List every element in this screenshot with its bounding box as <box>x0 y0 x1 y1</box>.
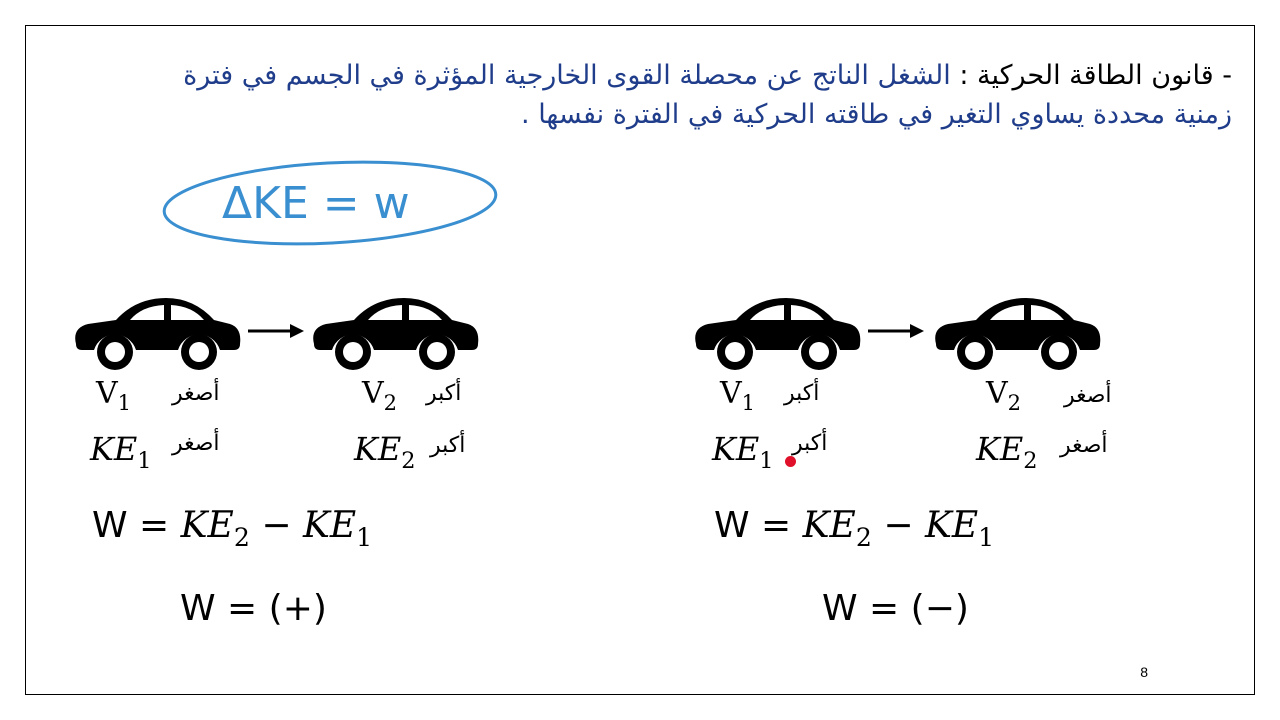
left-v1-word: أصغر <box>172 381 220 406</box>
laser-pointer-dot <box>785 456 796 467</box>
right-ke1-word: أكبر <box>792 431 828 456</box>
handwritten-note <box>160 158 500 248</box>
law-statement <box>172 56 1232 134</box>
right-v1-word: أكبر <box>784 381 820 406</box>
left-ke1: $KE_1$ <box>90 430 152 474</box>
left-v1: $V_1$ <box>96 376 132 416</box>
right-ke2: $KE_2$ <box>976 430 1038 474</box>
right-ke2-word: أصغر <box>1060 433 1108 458</box>
law-title: - قانون الطاقة الحركية : <box>959 60 1232 91</box>
right-v2: $V_2$ <box>986 376 1022 416</box>
right-v2-word: أصغر <box>1064 383 1112 408</box>
right-v1: $V_1$ <box>720 376 756 416</box>
left-ke2-word: أكبر <box>430 433 466 458</box>
car-icon <box>70 290 242 372</box>
left-work-equation: $W = KE_2 - KE_1$ <box>92 505 373 552</box>
right-ke1: $KE_1$ <box>712 430 774 474</box>
right-work-sign: W = (−) <box>822 588 969 629</box>
left-v2: $V_2$ <box>362 376 398 416</box>
left-v2-word: أكبر <box>426 381 462 406</box>
left-ke2: $KE_2$ <box>354 430 416 474</box>
right-arrow-icon <box>868 323 924 339</box>
left-ke1-word: أصغر <box>172 431 220 456</box>
handwritten-formula: ΔKE = w <box>222 178 410 229</box>
car-icon <box>308 290 480 372</box>
page-number: 8 <box>1140 664 1148 680</box>
left-work-sign: W = (+) <box>180 588 327 629</box>
right-work-equation: $W = KE_2 - KE_1$ <box>714 505 995 552</box>
right-arrow-icon <box>248 323 304 339</box>
car-icon <box>690 290 862 372</box>
car-icon <box>930 290 1102 372</box>
law-definition: الشغل الناتج عن محصلة القوى الخارجية المؤثرة في الجسم في فترة زمنية محددة يساوي التغير في طاقته الحركية في الفترة نفسها . <box>183 60 1232 130</box>
